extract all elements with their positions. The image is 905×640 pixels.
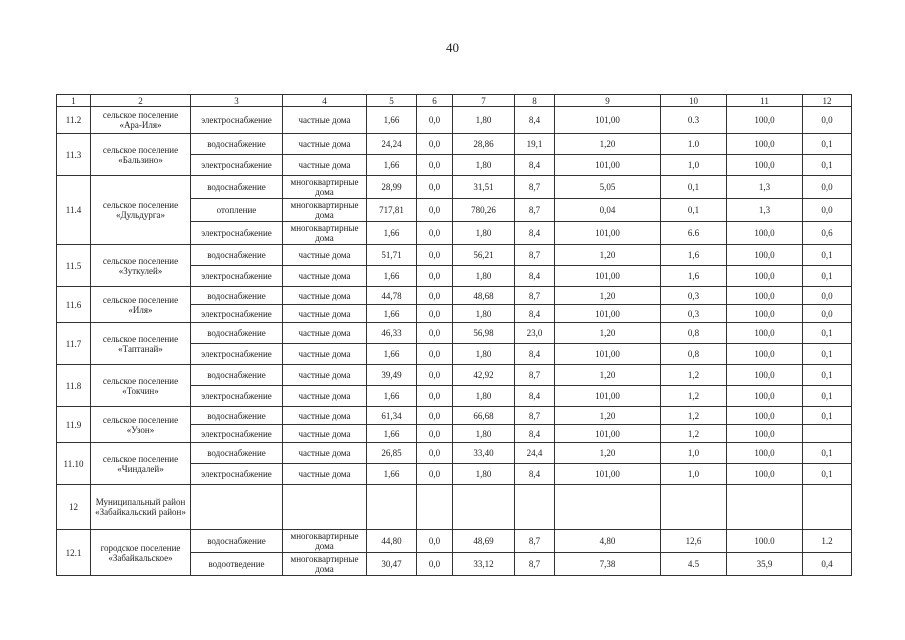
value-cell: 6.6 bbox=[661, 222, 727, 245]
settlement-name: сельское поселение «Бальзино» bbox=[91, 134, 191, 176]
value-cell: 100,0 bbox=[727, 365, 803, 386]
value-cell: 4.5 bbox=[661, 553, 727, 576]
value-cell bbox=[661, 485, 727, 530]
value-cell: 0,1 bbox=[803, 245, 852, 266]
value-cell: 56,98 bbox=[453, 323, 515, 344]
value-cell: 0,1 bbox=[661, 176, 727, 199]
settlement-name: сельское поселение «Узон» bbox=[91, 407, 191, 443]
header-cell: 4 bbox=[283, 95, 367, 107]
settlement-name: сельское поселение «Дульдурга» bbox=[91, 176, 191, 245]
header-cell: 11 bbox=[727, 95, 803, 107]
value-cell: 1,3 bbox=[727, 199, 803, 222]
value-cell: 0,1 bbox=[803, 464, 852, 485]
service-type: водоотведение bbox=[191, 553, 283, 576]
value-cell: 44,78 bbox=[367, 287, 417, 305]
value-cell: 1,66 bbox=[367, 425, 417, 443]
value-cell: 8,4 bbox=[515, 305, 555, 323]
value-cell: 0,1 bbox=[803, 323, 852, 344]
service-type: водоснабжение bbox=[191, 530, 283, 553]
value-cell: 28,99 bbox=[367, 176, 417, 199]
value-cell: 0,0 bbox=[417, 245, 453, 266]
service-type: электроснабжение bbox=[191, 464, 283, 485]
value-cell bbox=[803, 425, 852, 443]
value-cell: 66,68 bbox=[453, 407, 515, 425]
service-type: водоснабжение bbox=[191, 287, 283, 305]
value-cell: 0,0 bbox=[417, 107, 453, 134]
value-cell: 48,68 bbox=[453, 287, 515, 305]
value-cell bbox=[515, 485, 555, 530]
settlement-name: сельское поселение «Иля» bbox=[91, 287, 191, 323]
value-cell: 717,81 bbox=[367, 199, 417, 222]
value-cell: 8,7 bbox=[515, 287, 555, 305]
value-cell: 1,80 bbox=[453, 344, 515, 365]
value-cell: 0,0 bbox=[417, 530, 453, 553]
value-cell: 0,0 bbox=[417, 344, 453, 365]
value-cell: 0,0 bbox=[417, 155, 453, 176]
header-cell: 9 bbox=[555, 95, 661, 107]
value-cell: 100,0 bbox=[727, 323, 803, 344]
housing-type bbox=[283, 485, 367, 530]
value-cell: 51,71 bbox=[367, 245, 417, 266]
value-cell: 0,0 bbox=[803, 287, 852, 305]
value-cell: 0,0 bbox=[417, 443, 453, 464]
service-type: электроснабжение bbox=[191, 222, 283, 245]
value-cell: 1,66 bbox=[367, 222, 417, 245]
value-cell: 101,00 bbox=[555, 464, 661, 485]
value-cell: 100,0 bbox=[727, 245, 803, 266]
value-cell: 1,66 bbox=[367, 107, 417, 134]
table-row bbox=[57, 107, 852, 134]
value-cell: 1,2 bbox=[661, 425, 727, 443]
value-cell: 0,04 bbox=[555, 199, 661, 222]
value-cell: 8,4 bbox=[515, 155, 555, 176]
row-number: 11.9 bbox=[57, 407, 91, 443]
value-cell: 0,0 bbox=[417, 199, 453, 222]
row-number: 11.6 bbox=[57, 287, 91, 323]
value-cell: 23,0 bbox=[515, 323, 555, 344]
value-cell: 100,0 bbox=[727, 222, 803, 245]
service-type: электроснабжение bbox=[191, 155, 283, 176]
settlement-name: сельское поселение «Ара-Иля» bbox=[91, 107, 191, 134]
value-cell: 101,00 bbox=[555, 155, 661, 176]
service-type: водоснабжение bbox=[191, 245, 283, 266]
housing-type: частные дома bbox=[283, 155, 367, 176]
table-row bbox=[57, 323, 852, 344]
value-cell: 35,9 bbox=[727, 553, 803, 576]
value-cell: 46,33 bbox=[367, 323, 417, 344]
value-cell: 1,80 bbox=[453, 386, 515, 407]
value-cell: 8,4 bbox=[515, 222, 555, 245]
value-cell: 1,2 bbox=[661, 407, 727, 425]
value-cell: 30,47 bbox=[367, 553, 417, 576]
table-row bbox=[57, 176, 852, 199]
value-cell: 1,66 bbox=[367, 386, 417, 407]
value-cell: 1,20 bbox=[555, 323, 661, 344]
value-cell: 0,8 bbox=[661, 323, 727, 344]
header-cell: 3 bbox=[191, 95, 283, 107]
value-cell: 0,6 bbox=[803, 222, 852, 245]
value-cell: 1,66 bbox=[367, 155, 417, 176]
table-body bbox=[57, 95, 852, 576]
value-cell bbox=[727, 485, 803, 530]
value-cell bbox=[367, 485, 417, 530]
value-cell bbox=[803, 485, 852, 530]
value-cell bbox=[453, 485, 515, 530]
value-cell: 100,0 bbox=[727, 287, 803, 305]
value-cell: 0,3 bbox=[661, 287, 727, 305]
value-cell: 1,3 bbox=[727, 176, 803, 199]
value-cell: 100,0 bbox=[727, 107, 803, 134]
table-row bbox=[57, 245, 852, 266]
value-cell: 100,0 bbox=[727, 344, 803, 365]
housing-type: частные дома bbox=[283, 305, 367, 323]
value-cell: 1.0 bbox=[661, 134, 727, 155]
value-cell: 1,66 bbox=[367, 266, 417, 287]
value-cell: 0,4 bbox=[803, 553, 852, 576]
value-cell: 1,80 bbox=[453, 464, 515, 485]
value-cell: 1,6 bbox=[661, 245, 727, 266]
value-cell: 100,0 bbox=[727, 386, 803, 407]
value-cell: 0,0 bbox=[803, 107, 852, 134]
value-cell: 100,0 bbox=[727, 464, 803, 485]
value-cell: 1,66 bbox=[367, 305, 417, 323]
housing-type: частные дома bbox=[283, 134, 367, 155]
value-cell: 100,0 bbox=[727, 266, 803, 287]
value-cell: 0,1 bbox=[803, 407, 852, 425]
header-cell: 7 bbox=[453, 95, 515, 107]
value-cell: 31,51 bbox=[453, 176, 515, 199]
table-row bbox=[57, 287, 852, 305]
value-cell: 33,40 bbox=[453, 443, 515, 464]
header-cell: 8 bbox=[515, 95, 555, 107]
housing-type: частные дома bbox=[283, 323, 367, 344]
settlement-name: сельское поселение «Токчин» bbox=[91, 365, 191, 407]
value-cell: 0,0 bbox=[803, 199, 852, 222]
value-cell: 1,20 bbox=[555, 365, 661, 386]
header-cell: 12 bbox=[803, 95, 852, 107]
settlement-name: сельское поселение «Таптанай» bbox=[91, 323, 191, 365]
value-cell: 1,20 bbox=[555, 407, 661, 425]
service-type: водоснабжение bbox=[191, 323, 283, 344]
settlement-name: сельское поселение «Зуткулей» bbox=[91, 245, 191, 287]
value-cell: 48,69 bbox=[453, 530, 515, 553]
value-cell: 1,20 bbox=[555, 287, 661, 305]
value-cell: 1,66 bbox=[367, 344, 417, 365]
service-type bbox=[191, 485, 283, 530]
value-cell: 0,0 bbox=[803, 305, 852, 323]
value-cell: 101,00 bbox=[555, 425, 661, 443]
value-cell: 1,2 bbox=[661, 365, 727, 386]
value-cell: 101,00 bbox=[555, 266, 661, 287]
service-type: электроснабжение bbox=[191, 425, 283, 443]
value-cell: 0,0 bbox=[417, 266, 453, 287]
value-cell: 0,0 bbox=[417, 176, 453, 199]
value-cell: 1,80 bbox=[453, 425, 515, 443]
row-number: 11.8 bbox=[57, 365, 91, 407]
housing-type: многоквартирные дома bbox=[283, 553, 367, 576]
value-cell: 0,1 bbox=[803, 386, 852, 407]
value-cell: 0,0 bbox=[417, 553, 453, 576]
value-cell: 44,80 bbox=[367, 530, 417, 553]
value-cell: 8,7 bbox=[515, 365, 555, 386]
service-type: водоснабжение bbox=[191, 134, 283, 155]
value-cell: 101,00 bbox=[555, 386, 661, 407]
settlement-name: сельское поселение «Чиндалей» bbox=[91, 443, 191, 485]
value-cell: 28,86 bbox=[453, 134, 515, 155]
row-number: 11.5 bbox=[57, 245, 91, 287]
housing-type: многоквартирные дома bbox=[283, 176, 367, 199]
table-row bbox=[57, 365, 852, 386]
value-cell: 1,20 bbox=[555, 134, 661, 155]
value-cell: 0,3 bbox=[661, 305, 727, 323]
table-row bbox=[57, 530, 852, 553]
value-cell: 0,0 bbox=[417, 365, 453, 386]
table-row bbox=[57, 485, 852, 530]
value-cell: 8,4 bbox=[515, 344, 555, 365]
value-cell: 0,0 bbox=[417, 323, 453, 344]
value-cell: 8,7 bbox=[515, 553, 555, 576]
value-cell: 0,0 bbox=[803, 176, 852, 199]
value-cell: 0,0 bbox=[417, 464, 453, 485]
housing-type: частные дома bbox=[283, 344, 367, 365]
column-number-row bbox=[57, 95, 852, 107]
value-cell: 0,0 bbox=[417, 222, 453, 245]
service-type: электроснабжение bbox=[191, 305, 283, 323]
row-number: 11.10 bbox=[57, 443, 91, 485]
service-type: электроснабжение bbox=[191, 344, 283, 365]
value-cell: 24,4 bbox=[515, 443, 555, 464]
row-number: 11.2 bbox=[57, 107, 91, 134]
housing-type: частные дома bbox=[283, 107, 367, 134]
value-cell: 4,80 bbox=[555, 530, 661, 553]
value-cell: 8,7 bbox=[515, 176, 555, 199]
table-row bbox=[57, 134, 852, 155]
settlement-name: городское поселение «Забайкальское» bbox=[91, 530, 191, 576]
housing-type: частные дома bbox=[283, 386, 367, 407]
value-cell: 0,1 bbox=[803, 365, 852, 386]
housing-type: многоквартирные дома bbox=[283, 222, 367, 245]
service-type: водоснабжение bbox=[191, 176, 283, 199]
value-cell: 0,1 bbox=[661, 199, 727, 222]
housing-type: частные дома bbox=[283, 287, 367, 305]
value-cell bbox=[417, 485, 453, 530]
header-cell: 10 bbox=[661, 95, 727, 107]
value-cell: 42,92 bbox=[453, 365, 515, 386]
value-cell: 0,1 bbox=[803, 134, 852, 155]
service-type: электроснабжение bbox=[191, 266, 283, 287]
housing-type: частные дома bbox=[283, 245, 367, 266]
value-cell: 24,24 bbox=[367, 134, 417, 155]
row-number: 11.4 bbox=[57, 176, 91, 245]
value-cell: 0,0 bbox=[417, 287, 453, 305]
value-cell: 1,80 bbox=[453, 305, 515, 323]
value-cell: 0,8 bbox=[661, 344, 727, 365]
value-cell: 7,38 bbox=[555, 553, 661, 576]
value-cell: 100,0 bbox=[727, 155, 803, 176]
value-cell: 1,2 bbox=[661, 386, 727, 407]
value-cell: 1,0 bbox=[661, 464, 727, 485]
value-cell: 0.3 bbox=[661, 107, 727, 134]
housing-type: частные дома bbox=[283, 365, 367, 386]
value-cell: 100,0 bbox=[727, 407, 803, 425]
header-cell: 6 bbox=[417, 95, 453, 107]
value-cell: 0,1 bbox=[803, 266, 852, 287]
housing-type: многоквартирные дома bbox=[283, 199, 367, 222]
value-cell: 8,4 bbox=[515, 425, 555, 443]
value-cell: 56,21 bbox=[453, 245, 515, 266]
service-type: электроснабжение bbox=[191, 386, 283, 407]
service-type: водоснабжение bbox=[191, 365, 283, 386]
value-cell: 8,4 bbox=[515, 266, 555, 287]
value-cell: 101,00 bbox=[555, 222, 661, 245]
row-number: 12 bbox=[57, 485, 91, 530]
row-number: 11.3 bbox=[57, 134, 91, 176]
value-cell: 0,0 bbox=[417, 407, 453, 425]
value-cell: 8,7 bbox=[515, 199, 555, 222]
value-cell: 101,00 bbox=[555, 344, 661, 365]
value-cell: 26,85 bbox=[367, 443, 417, 464]
value-cell: 61,34 bbox=[367, 407, 417, 425]
value-cell: 1,80 bbox=[453, 266, 515, 287]
value-cell: 1,80 bbox=[453, 222, 515, 245]
service-type: водоснабжение bbox=[191, 407, 283, 425]
value-cell: 19,1 bbox=[515, 134, 555, 155]
value-cell: 100,0 bbox=[727, 305, 803, 323]
value-cell: 8,4 bbox=[515, 386, 555, 407]
value-cell: 1,0 bbox=[661, 155, 727, 176]
table-row bbox=[57, 443, 852, 464]
value-cell: 1,66 bbox=[367, 464, 417, 485]
service-type: отопление bbox=[191, 199, 283, 222]
service-type: водоснабжение bbox=[191, 443, 283, 464]
settlement-name: Муниципальный район «Забайкальский район» bbox=[91, 485, 191, 530]
housing-type: частные дома bbox=[283, 407, 367, 425]
value-cell: 1,80 bbox=[453, 155, 515, 176]
header-cell: 1 bbox=[57, 95, 91, 107]
value-cell: 0,0 bbox=[417, 386, 453, 407]
value-cell: 8,7 bbox=[515, 530, 555, 553]
value-cell: 1.2 bbox=[803, 530, 852, 553]
header-cell: 2 bbox=[91, 95, 191, 107]
housing-type: частные дома bbox=[283, 443, 367, 464]
value-cell: 39,49 bbox=[367, 365, 417, 386]
value-cell: 100,0 bbox=[727, 425, 803, 443]
value-cell: 100,0 bbox=[727, 443, 803, 464]
value-cell: 5,05 bbox=[555, 176, 661, 199]
value-cell: 101,00 bbox=[555, 305, 661, 323]
value-cell: 101,00 bbox=[555, 107, 661, 134]
value-cell bbox=[555, 485, 661, 530]
value-cell: 0,1 bbox=[803, 344, 852, 365]
value-cell: 100,0 bbox=[727, 134, 803, 155]
header-cell: 5 bbox=[367, 95, 417, 107]
value-cell: 1,80 bbox=[453, 107, 515, 134]
value-cell: 1,0 bbox=[661, 443, 727, 464]
value-cell: 33,12 bbox=[453, 553, 515, 576]
value-cell: 0,0 bbox=[417, 425, 453, 443]
page-number: 40 bbox=[446, 40, 459, 55]
value-cell: 1,20 bbox=[555, 443, 661, 464]
row-number: 11.7 bbox=[57, 323, 91, 365]
value-cell: 1,20 bbox=[555, 245, 661, 266]
value-cell: 0,1 bbox=[803, 155, 852, 176]
value-cell: 12,6 bbox=[661, 530, 727, 553]
table-row bbox=[57, 407, 852, 425]
housing-type: частные дома bbox=[283, 266, 367, 287]
value-cell: 8,4 bbox=[515, 464, 555, 485]
value-cell: 780,26 bbox=[453, 199, 515, 222]
value-cell: 0,1 bbox=[803, 443, 852, 464]
value-cell: 8,7 bbox=[515, 407, 555, 425]
value-cell: 0,0 bbox=[417, 134, 453, 155]
value-cell: 0,0 bbox=[417, 305, 453, 323]
value-cell: 8,7 bbox=[515, 245, 555, 266]
value-cell: 8,4 bbox=[515, 107, 555, 134]
service-type: электроснабжение bbox=[191, 107, 283, 134]
housing-type: частные дома bbox=[283, 425, 367, 443]
tariff-table bbox=[56, 94, 852, 576]
housing-type: многоквартирные дома bbox=[283, 530, 367, 553]
value-cell: 100.0 bbox=[727, 530, 803, 553]
housing-type: частные дома bbox=[283, 464, 367, 485]
row-number: 12.1 bbox=[57, 530, 91, 576]
value-cell: 1,6 bbox=[661, 266, 727, 287]
